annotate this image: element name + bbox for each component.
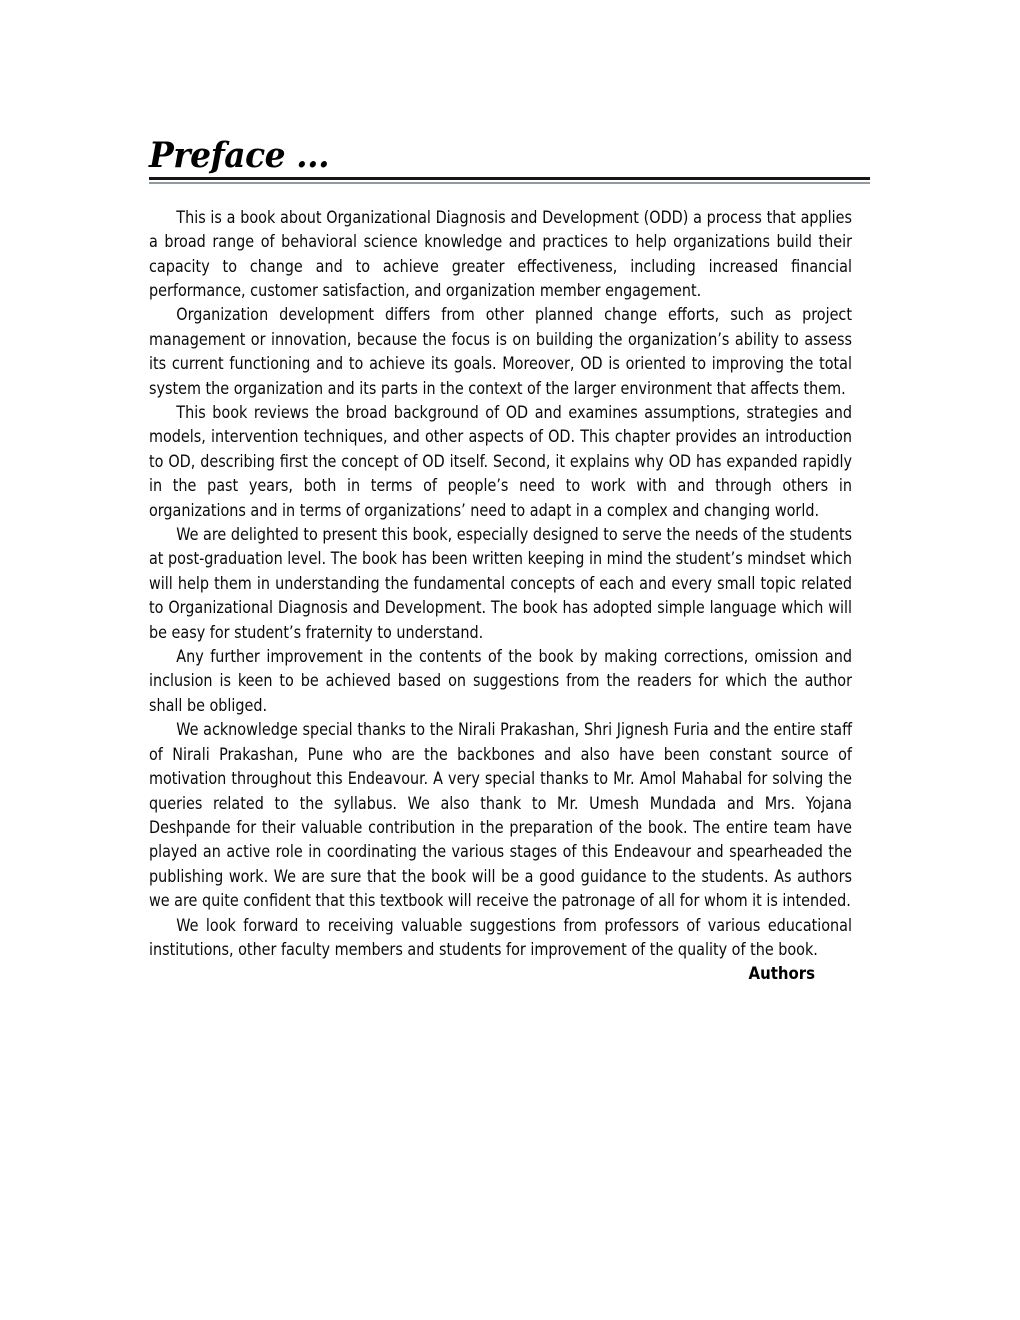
page-content bbox=[149, 135, 870, 987]
paragraph: This is a book about Organizational Diagnosis and Development (ODD) a process that applies a broad range of behavioral science knowledge and practices to help organizations build their capacity to change and to achieve greater effectiveness, including increased financial performance, customer satisfaction, and organization member engagement. bbox=[149, 207, 852, 300]
paragraph: We acknowledge special thanks to the Nirali Prakashan, Shri Jignesh Furia and the entire staff of Nirali Prakashan, Pune who are the backbones and also have been constant source of motivation throughout this Endeavour. A very special thanks to Mr. Amol Mahabal for solving the queries related to the syllabus. We also thank to Mr. Umesh Mundada and Mrs. Yojana Deshpande for their valuable contribution in the preparation of the book. The entire team have played an active role in coordinating the various stages of this Endeavour and spearheaded the publishing work. We are sure that the book will be a good guidance to the students. As authors we are quite confident that this textbook will receive the patronage of all for whom it is intended. bbox=[149, 720, 852, 911]
paragraph: Organization development differs from other planned change efforts, such as project management or innovation, because the focus is on building the organization’s ability to assess its current functioning and to achieve its goals. Moreover, OD is oriented to improving the total system the organization and its parts in the context of the larger environment that affects them. bbox=[149, 305, 852, 398]
paragraph: We look forward to receiving valuable suggestions from professors of various educational institutions, other faculty members and students for improvement of the quality of the book. bbox=[149, 915, 852, 959]
paragraph: We are delighted to present this book, especially designed to serve the needs of the students at post-graduation level. The book has been written keeping in mind the student’s mindset which will help them in understanding the fundamental concepts of each and every small topic related to Organizational Diagnosis and Development. The book has adopted simple language which will be easy for student’s fraternity to understand. bbox=[149, 525, 852, 642]
paragraph: This book reviews the broad background of OD and examines assumptions, strategies and models, intervention techniques, and other aspects of OD. This chapter provides an introduction to OD, describing first the concept of OD itself. Second, it explains why OD has expanded rapidly in the past years, both in terms of people’s need to work with and through others in organizations and in terms of organizations’ need to adapt in a complex and changing world. bbox=[149, 403, 852, 520]
preface-body bbox=[149, 206, 870, 987]
heading-divider bbox=[149, 177, 870, 184]
page-title: Preface ... bbox=[149, 135, 330, 176]
preface-heading-block bbox=[149, 135, 870, 184]
paragraph: Any further improvement in the contents of the book by making corrections, omission and inclusion is keen to be achieved based on suggestions from the readers for which the author shall be obliged. bbox=[149, 647, 852, 715]
authors-signature: Authors bbox=[748, 964, 815, 984]
